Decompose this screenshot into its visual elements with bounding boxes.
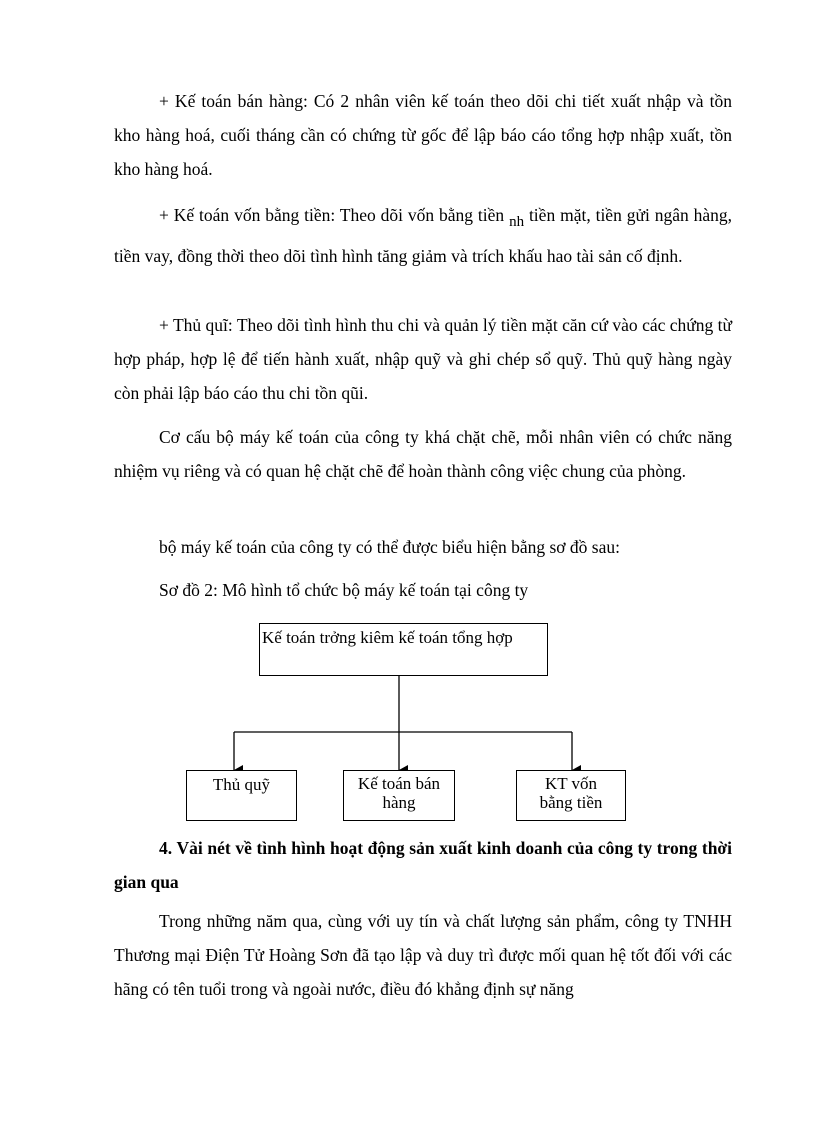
- paragraph-business-activity: Trong những năm qua, cùng với uy tín và chất lượng sản phẩm, công ty TNHH Thương mại Điện Tử Hoàng Sơn đã tạo lập và duy trì được mối quan hệ tốt đối với các hãng có tên tuổi trong và ngoài nước, điều đó khẳng định sự năng: [114, 911, 732, 999]
- diagram-node-cashier-label: Thủ quỹ: [212, 775, 271, 794]
- diagram-node-sales-accountant-line1: Kế toán bán: [357, 774, 441, 793]
- diagram-node-cash-accountant: [516, 770, 626, 821]
- diagram-node-sales-accountant: [343, 770, 455, 821]
- paragraph-structure: Cơ cấu bộ máy kế toán của công ty khá chặt chẽ, mỗi nhân viên có chức năng nhiệm vụ riêng và có quan hệ chặt chẽ để hoàn thành công việc chung của phòng.: [114, 427, 732, 481]
- paragraph-cash-accountant-part2: tiền mặt, tiền gửi ngân hàng, tiền vay, đồng thời theo dõi tình hình tăng giảm và trích khấu hao tài sản cố định.: [114, 205, 732, 266]
- diagram-node-cash-accountant-line1: KT vốn: [544, 774, 598, 793]
- diagram-node-cash-accountant-line2: bằng tiền: [539, 793, 603, 812]
- diagram-caption: Sơ đồ 2: Mô hình tổ chức bộ máy kế toán tại công ty: [159, 580, 529, 600]
- paragraph-cash-accountant-subscript: nh: [509, 214, 525, 230]
- diagram-node-chief-accountant-label: Kế toán trởng kiêm kế toán tổng hợp: [262, 628, 513, 647]
- paragraph-sales-accountant: + Kế toán bán hàng: Có 2 nhân viên kế toán theo dõi chi tiết xuất nhập và tồn kho hàng hoá, cuối tháng cần có chứng từ gốc để lập báo cáo tổng hợp nhập xuất, tồn kho hàng hoá.: [114, 91, 732, 179]
- paragraph-cashier: + Thủ quĩ: Theo dõi tình hình thu chi và quản lý tiền mặt căn cứ vào các chứng từ hợp pháp, hợp lệ để tiến hành xuất, nhập quỹ và ghi chép sổ quỹ. Thủ quỹ hàng ngày còn phải lập báo cáo thu chi tồn qũi.: [114, 315, 732, 403]
- paragraph-cash-accountant-part1: + Kế toán vốn bằng tiền: Theo dõi vốn bằng tiền: [159, 205, 510, 225]
- diagram-node-sales-accountant-line2: hàng: [382, 793, 416, 812]
- paragraph-cash-accountant: [114, 198, 732, 273]
- diagram-node-chief-accountant: [259, 623, 548, 676]
- section-heading: 4. Vài nét về tình hình hoạt động sản xuất kinh doanh của công ty trong thời gian qua: [114, 838, 732, 892]
- diagram-node-cashier: [186, 770, 297, 821]
- paragraph-diagram-intro: bộ máy kế toán của công ty có thể được biểu hiện bằng sơ đồ sau:: [159, 537, 620, 557]
